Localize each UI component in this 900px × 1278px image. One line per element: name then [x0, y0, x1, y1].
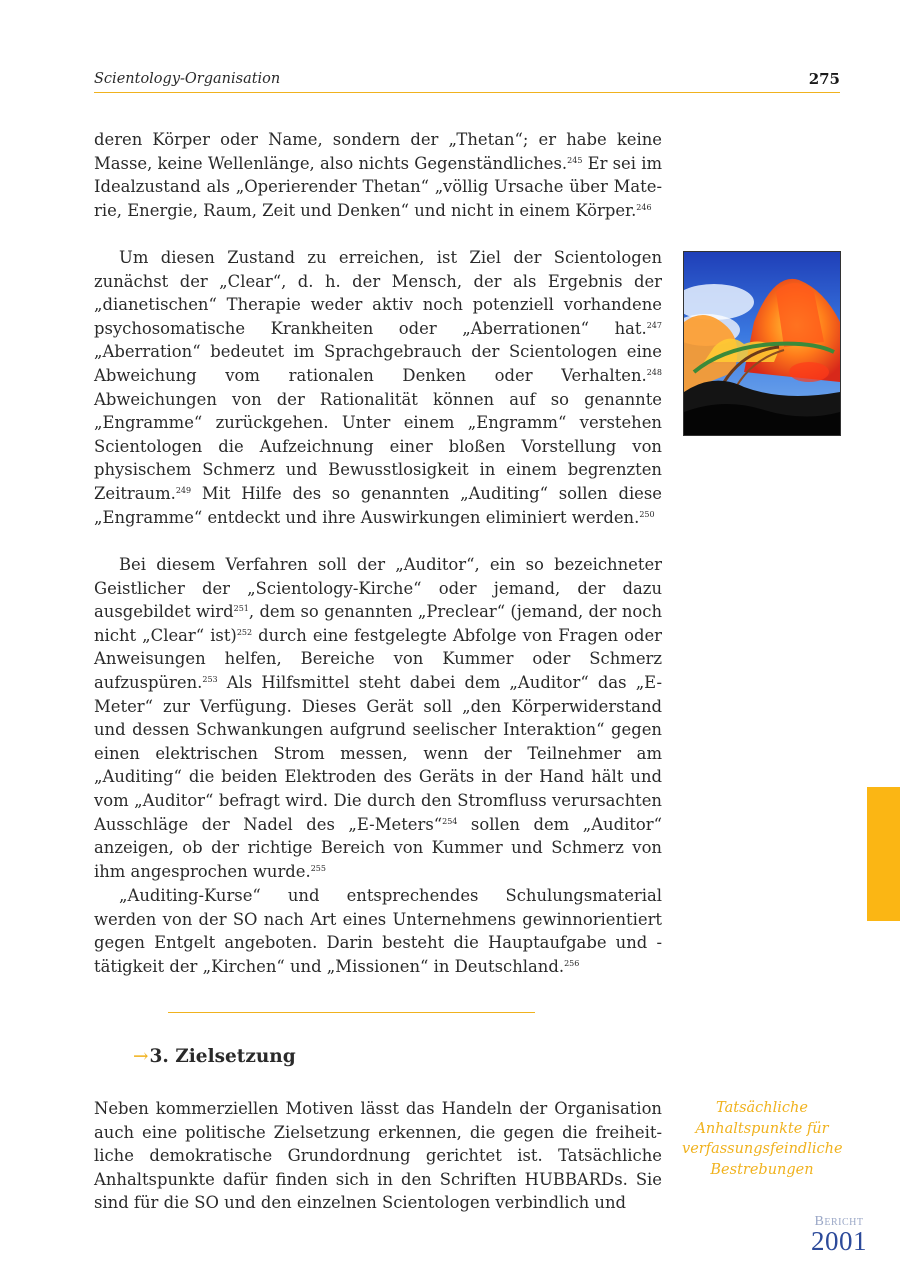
- footnote-ref[interactable]: 250: [639, 509, 655, 519]
- illustration-image: [683, 251, 841, 436]
- illustration-painting: [684, 252, 840, 435]
- footnote-ref[interactable]: 247: [646, 320, 662, 330]
- body-paragraph-5: Neben kommerziellen Motiven lässt das Handeln der Organisation auch eine politische Zielsetzung erkennen, die gegen die freiheitliche demokratische Grundordnung gerichtet ist. Tatsächliche Anhaltspunkte dafür finden sich in den Schriften HUBBARDs. Sie sind für die SO und den einzelnen Scientologen verbindlich und: [94, 1099, 662, 1213]
- footnote-ref[interactable]: 256: [564, 958, 580, 968]
- body-paragraph-3: Bei diesem Verfahren soll der „Auditor“, ein so bezeichneter Geistlicher der „Scientology-Kirche“ oder jemand, der dazu ausgebildet wird$^{251}$, dem so genannten „Preclear“ (jemand, der noch nicht „Clear“ ist)$^{252}$ durch eine festgelegte Abfolge von Fragen oder Anweisungen helfen, Bereiche von Kummer oder Schmerz aufzuspüren.$^{253}$ Als Hilfsmittel steht dabei dem „Auditor“ das „E-Meter“ zur Verfügung. Dieses Gerät soll „den Körperwiderstand und dessen Schwankungen aufgrund seelischer Interaktion“ gegen einen elektrischen Strom messen, wenn der Teilnehmer am „Auditing“ die beiden Elektroden des Geräts in der Hand hält und vom „Auditor“ befragt wird. Die durch den Stromfluss verursachten Ausschläge der Nadel des „E-Meters“$^{254}$ sollen dem „Auditor“ anzeigen, ob der richtige Bereich von Kummer und Schmerz von ihm angesprochen wurde.$^{255}$: [94, 555, 662, 881]
- footnote-ref[interactable]: 248: [646, 367, 662, 377]
- arrow-right-icon: →: [133, 1046, 149, 1067]
- footnote-ref[interactable]: 252: [236, 627, 253, 637]
- body-paragraph-2: Um diesen Zustand zu erreichen, ist Ziel der Scientologen zunächst der „Clear“, d. h. der Mensch, der als Ergebnis der „dianetischen“ Therapie weder aktiv noch potenziell vorhandene psychosomatische Krankheiten oder „Aberrationen“ hat.$^{247}$ „Aberration“ bedeutet im Sprachgebrauch der Scientologen eine Abweichung vom rationalen Denken oder Verhalten.$^{248}$ Abweichungen von der Rationalität können auf so genannte „Engramme“ zurückgehen. Unter einem „Engramm“ verstehen Scientologen die Aufzeichnung einer bloßen Vorstellung von physischem Schmerz und Bewusstlosigkeit in einem begrenzten Zeitraum.$^{249}$ Mit Hilfe des so genannten „Auditing“ sollen diese „Engramme“ entdeckt und ihre Auswirkungen eliminiert werden.$^{250}$: [94, 248, 662, 527]
- page-number: 275: [808, 70, 840, 88]
- footnote-ref[interactable]: 249: [175, 485, 192, 495]
- footnote-ref[interactable]: 246: [636, 202, 652, 212]
- section-divider: [168, 1012, 535, 1013]
- body-paragraph-4: „Auditing-Kurse“ und entsprechendes Schulungsmaterial werden von der SO nach Art eines Unternehmens gewinnorientiert gegen Entgelt angeboten. Darin besteht die Hauptaufgabe und -tätigkeit der „Kirchen“ und „Missionen“ in Deutschland.$^{256}$: [94, 886, 662, 976]
- margin-note: Tatsächliche Anhaltspunkte für verfassungsfeindliche Bestrebungen: [682, 1100, 843, 1178]
- footnote-ref[interactable]: 254: [442, 816, 458, 826]
- report-logo: [802, 1214, 876, 1256]
- section-heading: [133, 1046, 296, 1067]
- report-logo-word: Bericht: [814, 1214, 864, 1229]
- footnote-ref[interactable]: 253: [202, 674, 218, 684]
- footnote-ref[interactable]: 245: [567, 155, 583, 165]
- report-logo-year: 2001: [811, 1226, 867, 1256]
- footnote-ref[interactable]: 251: [233, 604, 249, 614]
- chapter-tab-marker: [867, 787, 900, 921]
- section-heading-text: 3. Zielsetzung: [149, 1046, 296, 1067]
- footnote-ref[interactable]: 255: [310, 863, 326, 873]
- body-paragraph-1: deren Körper oder Name, sondern der „Thetan“; er habe keine Masse, keine Wellenlänge, also nichts Gegenständliches.$^{245}$ Er sei im Idealzustand als „Operierender Thetan“ „völlig Ursache über Materie, Energie, Raum, Zeit und Denken“ und nicht in einem Körper.$^{246}$: [94, 130, 662, 220]
- running-head-title: Scientology-Organisation: [94, 71, 281, 87]
- running-head: [94, 68, 840, 93]
